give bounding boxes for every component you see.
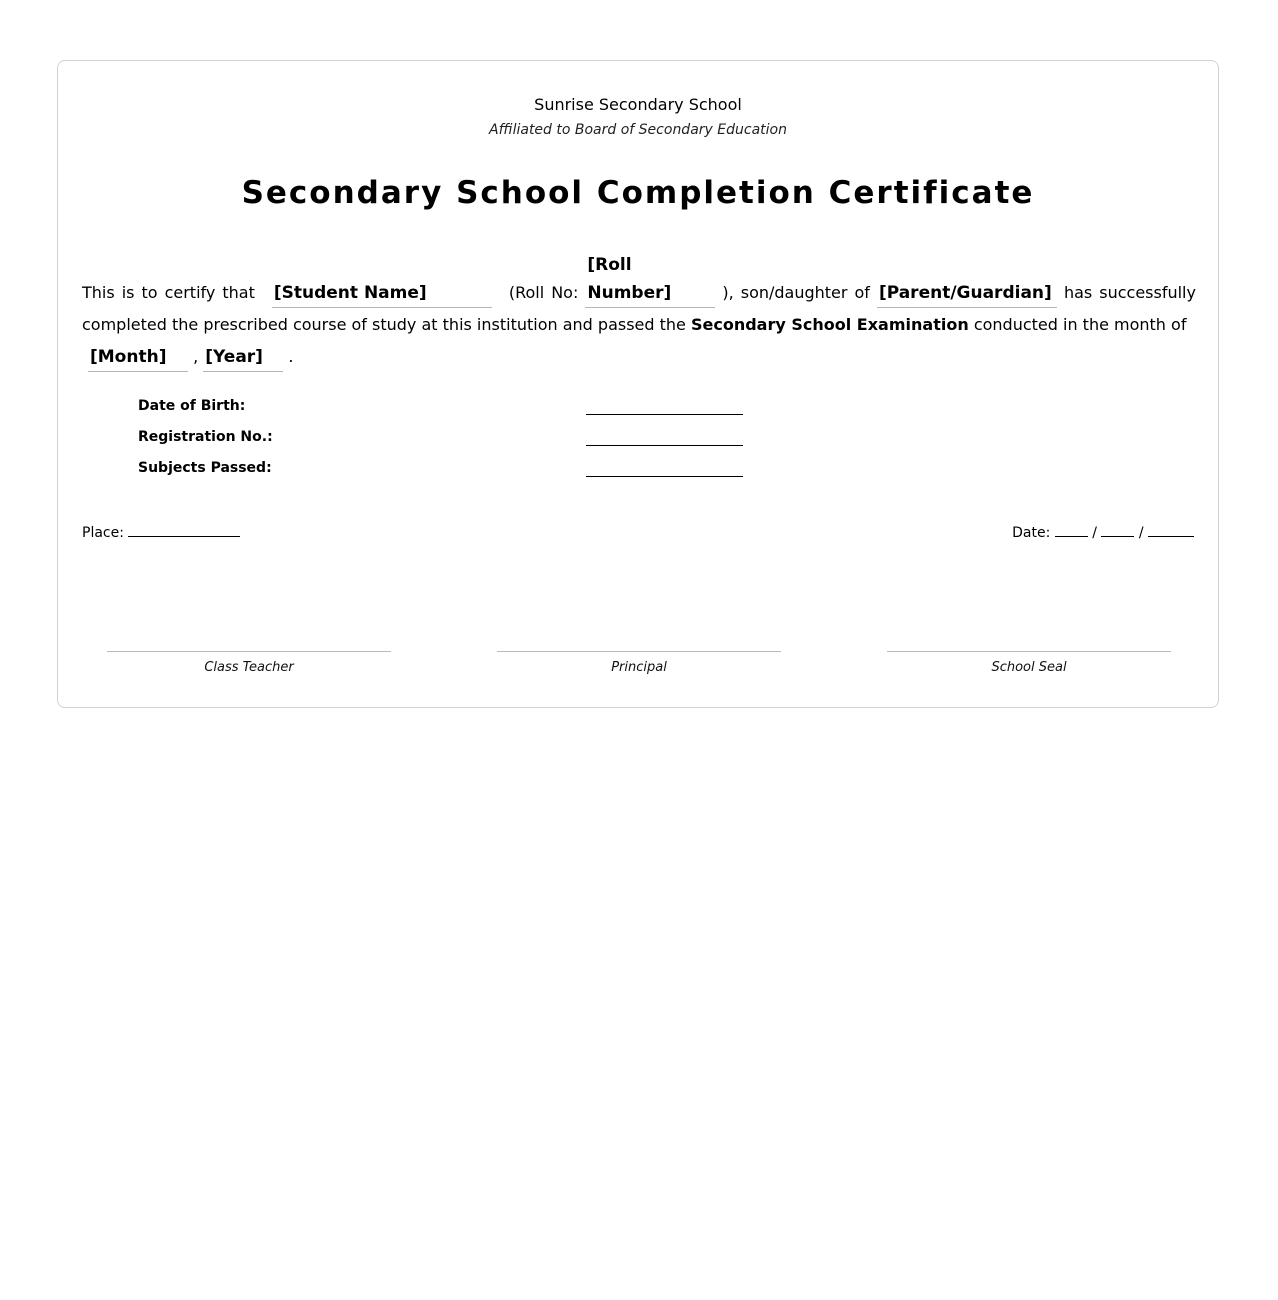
- completion-text: has successfully completed the prescribed course of study at this institution and passed the: [82, 283, 1196, 334]
- exam-name: Secondary School Examination: [690, 315, 969, 334]
- date-separator: /: [1092, 525, 1097, 541]
- details-list: [138, 394, 758, 487]
- comma: ,: [193, 347, 199, 366]
- detail-row-dob: [138, 394, 758, 425]
- roll-number-field[interactable]: [Roll Number]: [585, 251, 715, 308]
- date-month-blank[interactable]: [1101, 522, 1134, 537]
- date-label: Date:: [1012, 525, 1051, 541]
- detail-row-registration: [138, 425, 758, 456]
- signature-label: Principal: [611, 660, 667, 675]
- detail-row-subjects: [138, 456, 758, 487]
- roll-suffix: ), son/daughter of: [722, 283, 870, 302]
- date-year-blank[interactable]: [1148, 522, 1194, 537]
- signature-school-seal: [887, 651, 1171, 675]
- date-line: [1012, 522, 1194, 541]
- parent-field[interactable]: [Parent/Guardian]: [877, 279, 1057, 308]
- detail-value-line[interactable]: [586, 414, 743, 415]
- signature-line: [887, 651, 1171, 652]
- signature-label: Class Teacher: [204, 660, 294, 675]
- certificate-title: Secondary School Completion Certificate: [241, 175, 1035, 211]
- date-day-blank[interactable]: [1055, 522, 1088, 537]
- detail-label: Date of Birth:: [138, 398, 246, 414]
- school-name: Sunrise Secondary School: [534, 95, 742, 114]
- student-name-field[interactable]: [Student Name]: [272, 279, 492, 308]
- detail-value-line[interactable]: [586, 476, 743, 477]
- signature-label: School Seal: [991, 660, 1067, 675]
- period: .: [288, 347, 294, 366]
- conducted-text: conducted in the month of: [973, 315, 1187, 334]
- date-separator: /: [1138, 525, 1144, 541]
- month-field[interactable]: [Month]: [88, 343, 188, 372]
- place-label: Place:: [82, 525, 124, 541]
- affiliation: Affiliated to Board of Secondary Education: [489, 122, 787, 138]
- signature-line: [497, 651, 781, 652]
- place-blank[interactable]: [128, 522, 240, 537]
- signature-class-teacher: [107, 651, 391, 675]
- intro-text: This is to certify that: [82, 283, 255, 302]
- detail-label: Subjects Passed:: [138, 460, 272, 476]
- certificate-body: [82, 251, 1196, 373]
- detail-label: Registration No.:: [138, 429, 273, 445]
- certificate-card: [57, 60, 1219, 708]
- year-field[interactable]: [Year]: [203, 343, 283, 372]
- signature-line: [107, 651, 391, 652]
- place-line: [82, 522, 240, 541]
- detail-value-line[interactable]: [586, 445, 743, 446]
- roll-prefix: (Roll No:: [508, 283, 579, 302]
- signature-principal: [497, 651, 781, 675]
